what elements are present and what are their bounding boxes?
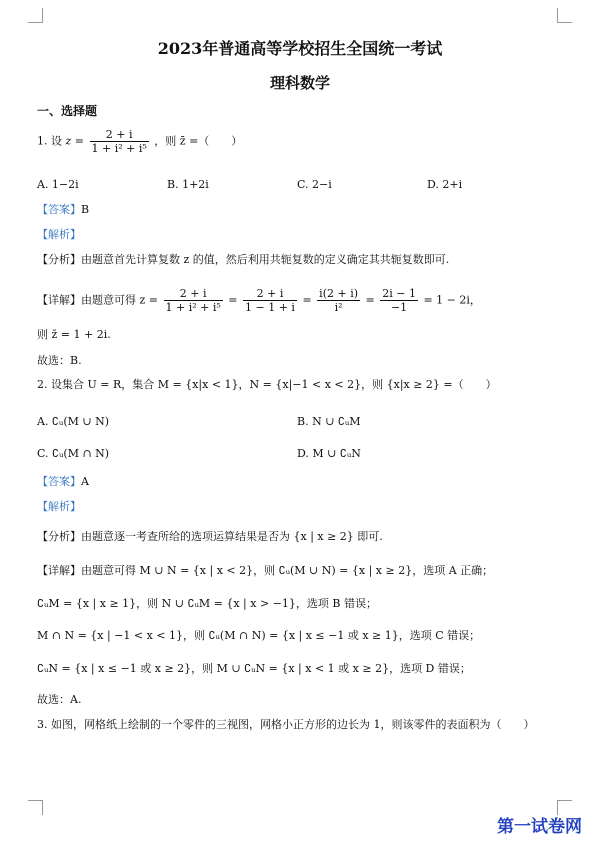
q1-xiangjie <box>37 287 481 314</box>
q1-analysis-tag: 【解析】 <box>37 228 81 241</box>
q2-fenxi <box>37 530 383 544</box>
xiangjie-tag: 【详解】 <box>37 564 81 577</box>
q1-option-c: C. 2−i <box>297 178 332 191</box>
q2-xiangjie <box>37 564 493 578</box>
q1-num: 1. 设 <box>37 134 62 148</box>
q2-xj-line-4: ∁ᵤN = {x | x ≤ −1 或 x ≥ 2}，则 M ∪ ∁ᵤN = {x | x < 1 或 x ≥ 2}，选项 D 错误； <box>37 662 471 675</box>
q1-option-d: D. 2+i <box>427 178 463 191</box>
q2-option-a: A. ∁ᵤ(M ∪ N) <box>37 415 110 428</box>
crop-mark-top-left <box>28 8 43 23</box>
q2-fenxi-text: 由题意逐一考查所给的选项运算结果是否为 {x | x ≥ 2} 即可. <box>81 530 383 543</box>
q1-stem <box>37 128 242 155</box>
q1-xj-frac-3 <box>317 287 360 314</box>
fenxi-tag: 【分析】 <box>37 253 81 266</box>
q2-option-c: C. ∁ᵤ(M ∩ N) <box>37 447 110 460</box>
answer-tag: 【答案】 <box>37 203 81 216</box>
q1-xj-eq-3: = <box>365 293 375 307</box>
q1-xj-frac-4-den: −1 <box>390 301 408 314</box>
q1-frac-num: 2 + i <box>90 128 149 142</box>
q1-xj-frac-4-num: 2i − 1 <box>382 287 416 300</box>
q1-answer <box>37 203 89 217</box>
crop-mark-bottom-left <box>28 800 43 815</box>
q2-stem: 2. 设集合 U = R，集合 M = {x|x < 1}，N = {x|−1 < x < 2}，则 {x|x ≥ 2} =（ ） <box>37 378 497 391</box>
q1-xj-tail: = 1 − 2i， <box>423 293 481 307</box>
q1-xj-frac-1-num: 2 + i <box>164 287 223 301</box>
exam-title: 2023年普通高等学校招生全国统一考试 <box>157 39 443 58</box>
crop-mark-top-right <box>557 8 572 23</box>
q1-conclusion: 故选：B. <box>37 354 82 367</box>
q1-fraction <box>90 128 149 155</box>
q3-stem: 3. 如图，网格纸上绘制的一个零件的三视图，网格小正方形的边长为 1，则该零件的表面积为（ ） <box>37 718 535 731</box>
answer-tag: 【答案】 <box>37 475 81 488</box>
q1-xj-frac-3-num: i(2 + i) <box>319 287 358 300</box>
q1-fenxi-text: 由题意首先计算复数 z 的值，然后利用共轭复数的定义确定其共轭复数即可. <box>81 253 450 266</box>
q2-option-d: D. M ∪ ∁ᵤN <box>297 447 361 460</box>
q2-xj-line-3: M ∩ N = {x | −1 < x < 1}，则 ∁ᵤ(M ∩ N) = {x | x ≤ −1 或 x ≥ 1}，选项 C 错误； <box>37 629 481 642</box>
q1-tail: ，则 z̄ =（ ） <box>154 134 243 148</box>
watermark-logo: 第一试卷网 <box>497 817 582 837</box>
q1-xj-frac-4 <box>380 287 418 314</box>
q2-xj-line-2: ∁ᵤM = {x | x ≥ 1}，则 N ∪ ∁ᵤM = {x | x > −1}，选项 B 错误； <box>37 597 377 610</box>
q1-answer-value: B <box>81 203 90 216</box>
section-heading: 一、选择题 <box>37 104 98 118</box>
q1-frac-den: 1 + i² + i⁵ <box>91 142 147 155</box>
fenxi-tag: 【分析】 <box>37 530 81 543</box>
q1-xj-frac-2-den: 1 − 1 + i <box>245 301 295 314</box>
q1-z-lhs: z = <box>65 134 85 148</box>
q2-conclusion: 故选：A. <box>37 693 82 706</box>
q2-option-b: B. N ∪ ∁ᵤM <box>297 415 361 428</box>
q2-analysis-tag: 【解析】 <box>37 500 81 513</box>
q1-conjugate: 则 z̄ = 1 + 2i. <box>37 328 111 341</box>
q1-option-b: B. 1+2i <box>167 178 209 191</box>
q1-option-a: A. 1−2i <box>37 178 79 191</box>
q1-xj-frac-3-den: i² <box>334 301 343 314</box>
q1-xj-frac-1 <box>164 287 223 314</box>
q1-xj-frac-2 <box>243 287 297 314</box>
q1-xj-frac-2-num: 2 + i <box>243 287 297 301</box>
q1-xj-eq-1: = <box>228 293 238 307</box>
xiangjie-tag: 【详解】 <box>37 293 81 307</box>
q1-xj-frac-1-den: 1 + i² + i⁵ <box>165 301 221 314</box>
q2-answer <box>37 475 89 489</box>
q1-xj-eq-2: = <box>302 293 312 307</box>
exam-subtitle: 理科数学 <box>269 74 330 92</box>
q2-xj-line-1: 由题意可得 M ∪ N = {x | x < 2}，则 ∁ᵤ(M ∪ N) = {x | x ≥ 2}，选项 A 正确； <box>81 564 494 577</box>
q1-xj-pre: 由题意可得 z = <box>81 293 159 307</box>
q2-answer-value: A <box>81 475 89 488</box>
q1-fenxi <box>37 253 449 267</box>
